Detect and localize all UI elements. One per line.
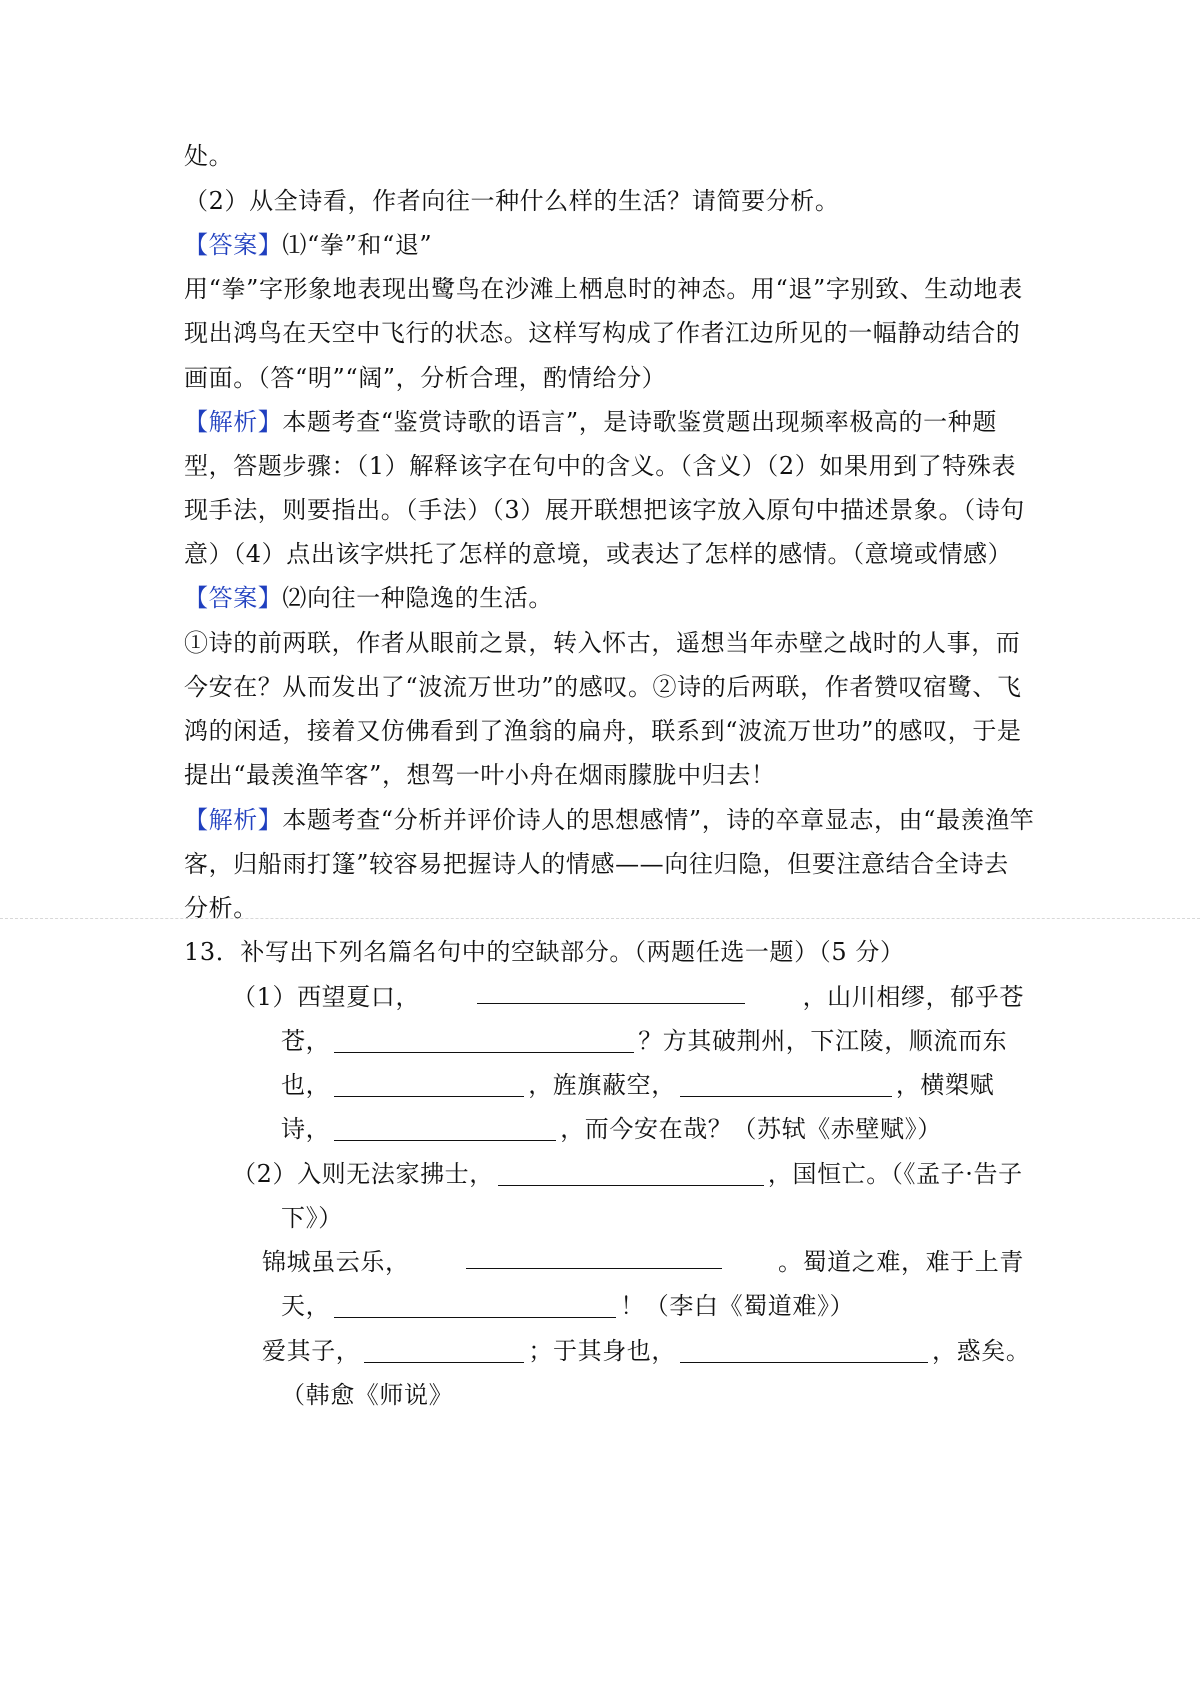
q2-line-2: 下》） bbox=[281, 1204, 343, 1232]
q1-line-1: （1）西望夏口， ，山川相缪，郁乎苍 bbox=[232, 973, 1024, 1021]
answer-2-heading: 【答案】⑵向往一种隐逸的生活。 bbox=[184, 584, 554, 612]
text-line: 客，归船雨打篷”较容易把握诗人的情感——向往归隐，但要注意结合全诗去 bbox=[184, 850, 1009, 878]
text-line: 提出“最羡渔竿客”，想驾一叶小舟在烟雨朦胧中归去！ bbox=[184, 761, 776, 789]
fill-blank[interactable] bbox=[364, 1332, 524, 1363]
answer-tag: 【答案】 bbox=[184, 584, 283, 612]
fill-blank[interactable] bbox=[334, 1022, 634, 1053]
text-line: 鸿的闲适，接着又仿佛看到了渔翁的扁舟，联系到“波流万世功”的感叹，于是 bbox=[184, 717, 1022, 745]
text-line: 现出鸿鸟在天空中飞行的状态。这样写构成了作者江边所见的一幅静动结合的 bbox=[184, 319, 1021, 347]
text-line: ①诗的前两联，作者从眼前之景，转入怀古，遥想当年赤壁之战时的人事，而 bbox=[184, 629, 1021, 657]
fill-blank[interactable] bbox=[680, 1066, 892, 1097]
question-2-prompt: （2）从全诗看，作者向往一种什么样的生活？请简要分析。 bbox=[184, 187, 840, 215]
fill-blank[interactable] bbox=[334, 1287, 616, 1318]
text-line: 处。 bbox=[184, 142, 234, 170]
text-line: 意）（4）点出该字烘托了怎样的意境，或表达了怎样的感情。（意境或情感） bbox=[184, 540, 1013, 568]
fill-blank[interactable] bbox=[334, 1066, 524, 1097]
fill-blank[interactable] bbox=[466, 1238, 722, 1269]
analysis-tag: 【解析】 bbox=[184, 806, 283, 834]
q1-line-2: 苍， ？方其破荆州，下江陵，顺流而东 bbox=[281, 1017, 1024, 1065]
fill-blank[interactable] bbox=[334, 1110, 556, 1141]
q2-line-5: 爱其子， ；于其身也， ，惑矣。 bbox=[262, 1327, 1024, 1375]
q2-line-1: （2）入则无法家拂士， ，国恒亡。（《孟子·告子 bbox=[232, 1150, 1024, 1198]
text-line: 今安在？从而发出了“波流万世功”的感叹。②诗的后两联，作者赞叹宿鹭、飞 bbox=[184, 673, 1022, 701]
fill-blank[interactable] bbox=[477, 973, 745, 1004]
answer-tag: 【答案】 bbox=[184, 231, 283, 259]
text-line: 画面。（答“明”“阔”，分析合理，酌情给分） bbox=[184, 364, 667, 392]
answer-1-heading: 【答案】⑴“拳”和“退” bbox=[184, 231, 433, 259]
analysis-1-heading: 【解析】本题考查“鉴赏诗歌的语言”，是诗歌鉴赏题出现频率极高的一种题 bbox=[184, 408, 997, 436]
q1-line-4: 诗， ，而今安在哉？（苏轼《赤壁赋》） bbox=[281, 1105, 1024, 1153]
fill-blank[interactable] bbox=[498, 1155, 764, 1186]
question-13-title: 13．补写出下列名篇名句中的空缺部分。（两题任选一题）（5 分） bbox=[184, 938, 905, 966]
text-line: 型，答题步骤：（1）解释该字在句中的含义。（含义）（2）如果用到了特殊表 bbox=[184, 452, 1017, 480]
q2-line-4: 天， ！（李白《蜀道难》） bbox=[281, 1282, 1024, 1330]
analysis-2-heading: 【解析】本题考查“分析并评价诗人的思想感情”，诗的卒章显志，由“最羡渔竿 bbox=[184, 806, 1035, 834]
fill-blank[interactable] bbox=[680, 1332, 928, 1363]
q1-line-3: 也， ，旌旗蔽空， ，横槊赋 bbox=[281, 1061, 1024, 1109]
text-line: 分析。 bbox=[184, 894, 258, 922]
analysis-tag: 【解析】 bbox=[184, 408, 283, 436]
text-line: 用“拳”字形象地表现出鹭鸟在沙滩上栖息时的神态。用“退”字别致、生动地表 bbox=[184, 275, 1023, 303]
q2-line-6: （韩愈《师说》 bbox=[281, 1381, 454, 1409]
text-line: 现手法，则要指出。（手法）（3）展开联想把该字放入原句中描述景象。（诗句 bbox=[184, 496, 1025, 524]
q2-line-3: 锦城虽云乐， 。蜀道之难，难于上青 bbox=[262, 1238, 1024, 1286]
